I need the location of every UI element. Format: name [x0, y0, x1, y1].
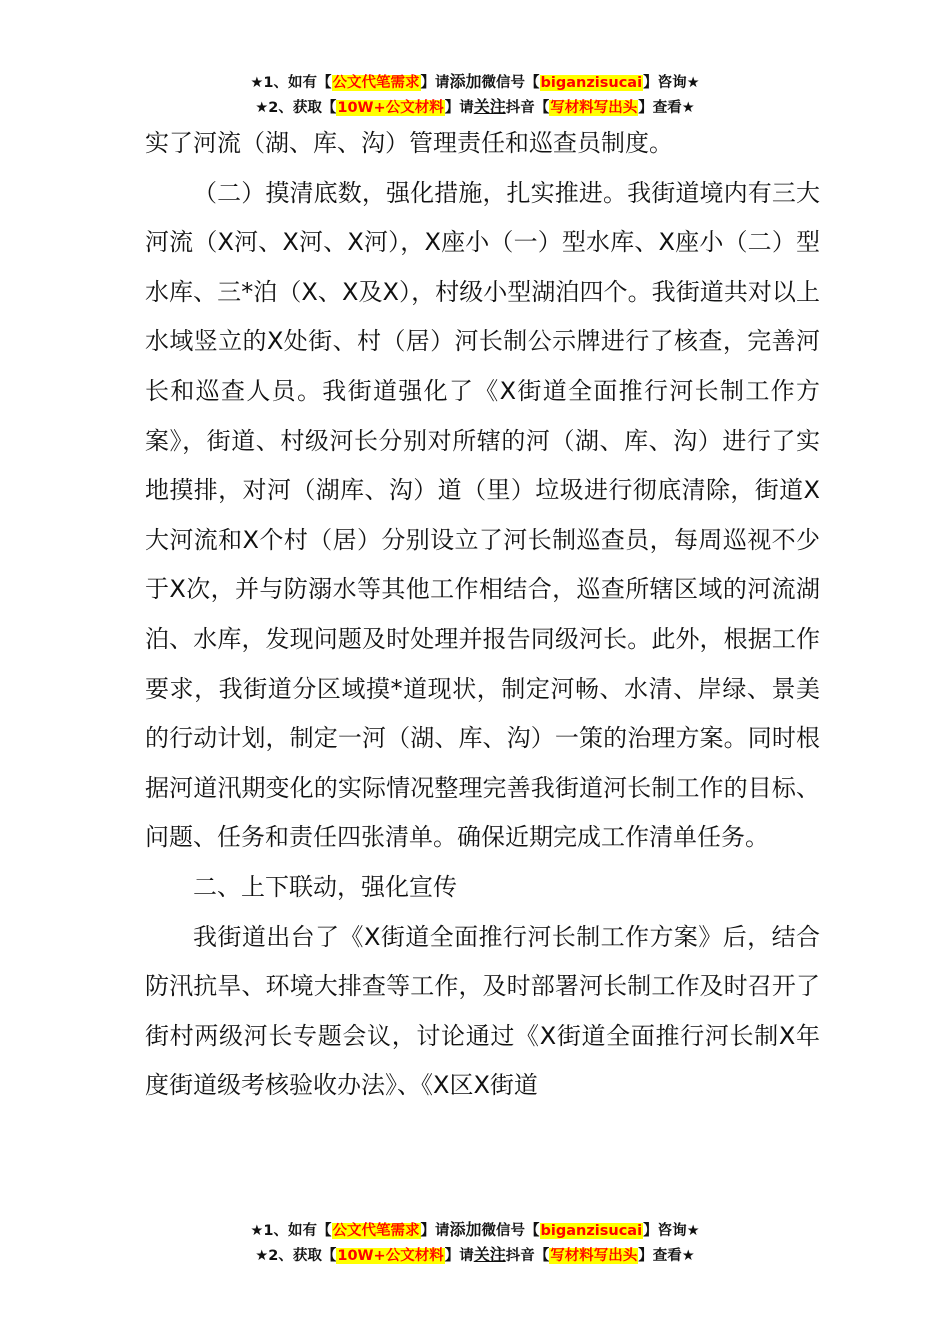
banner-text: 微信号【	[481, 1223, 540, 1239]
banner-highlight: biganzisucai	[540, 75, 643, 91]
banner-highlight: 10W+公文材料	[337, 1248, 444, 1264]
banner-text: 】请	[444, 100, 474, 116]
banner-text: ★2、获取【	[255, 1248, 337, 1264]
banner-emphasis: 添加	[449, 1220, 482, 1239]
paragraph-section-2: （二）摸清底数，强化措施，扎实推进。我街道境内有三大河流（X河、X河、X河），X座小（一）型水库、X座小（二）型水库、三*泊（X、X及X），村级小型湖泊四个。我街道共对以上水域竖立的X处街、村（居）河长制公示牌进行了核查，完善河长和巡查人员。我街道强化了《X街道全面推行河长制工作方案》，街道、村级河长分别对所辖的河（湖、库、沟）进行了实地摸排，对河（湖库、沟）道（里）垃圾进行彻底清除，街道X大河流和X个村（居）分别设立了河长制巡查员，每周巡视不少于X次，并与防溺水等其他工作相结合，巡查所辖区域的河流湖泊、水库，发现问题及时处理并报告同级河长。此外，根据工作要求，我街道分区域摸*道现状，制定河畅、水清、岸绿、景美的行动计划，制定一河（湖、库、沟）一策的治理方案。同时根据河道汛期变化的实际情况整理完善我街道河长制工作的目标、问题、任务和责任四张清单。确保近期完成工作清单任务。	[145, 178, 820, 852]
banner-text: 】请	[444, 1248, 474, 1264]
banner-text: ★2、获取【	[255, 100, 337, 116]
banner-highlight: 公文代笔需求	[332, 75, 420, 91]
banner-text: 抖音【	[505, 100, 550, 116]
banner-text: 】咨询★	[643, 1223, 700, 1239]
footer-banner	[0, 1218, 950, 1268]
paragraph-continuation: 实了河流（湖、库、沟）管理责任和巡查员制度。	[145, 129, 673, 157]
banner-line-2	[0, 95, 950, 120]
banner-text: 】查看★	[638, 100, 695, 116]
banner-highlight: 10W+公文材料	[337, 100, 444, 116]
document-body	[145, 119, 820, 1111]
banner-emphasis: 添加	[449, 72, 482, 91]
banner-text: 微信号【	[481, 75, 540, 91]
banner-highlight: 公文代笔需求	[332, 1223, 420, 1239]
banner-text: 】咨询★	[643, 75, 700, 91]
banner-text: ★1、如有【	[250, 1223, 332, 1239]
banner-emphasis: 关注	[473, 97, 506, 116]
banner-text: ★1、如有【	[250, 75, 332, 91]
banner-emphasis: 关注	[473, 1245, 506, 1264]
banner-text: 】请	[420, 75, 450, 91]
banner-text: 】请	[420, 1223, 450, 1239]
banner-text: 】查看★	[638, 1248, 695, 1264]
header-banner	[0, 70, 950, 120]
banner-line-2	[0, 1243, 950, 1268]
banner-line-1	[0, 1218, 950, 1243]
section-heading: 二、上下联动，强化宣传	[193, 872, 457, 901]
banner-highlight: biganzisucai	[540, 1223, 643, 1239]
banner-highlight: 写材料写出头	[550, 1248, 638, 1264]
paragraph-section-heading-2-body: 我街道出台了《X街道全面推行河长制工作方案》后，结合防汛抗旱、环境大排查等工作，及时部署河长制工作及时召开了街村两级河长专题会议，讨论通过《X街道全面推行河长制X年度街道级考核验收办法》、《X区X街道	[145, 922, 820, 1100]
banner-text: 抖音【	[505, 1248, 550, 1264]
banner-line-1	[0, 70, 950, 95]
banner-highlight: 写材料写出头	[550, 100, 638, 116]
